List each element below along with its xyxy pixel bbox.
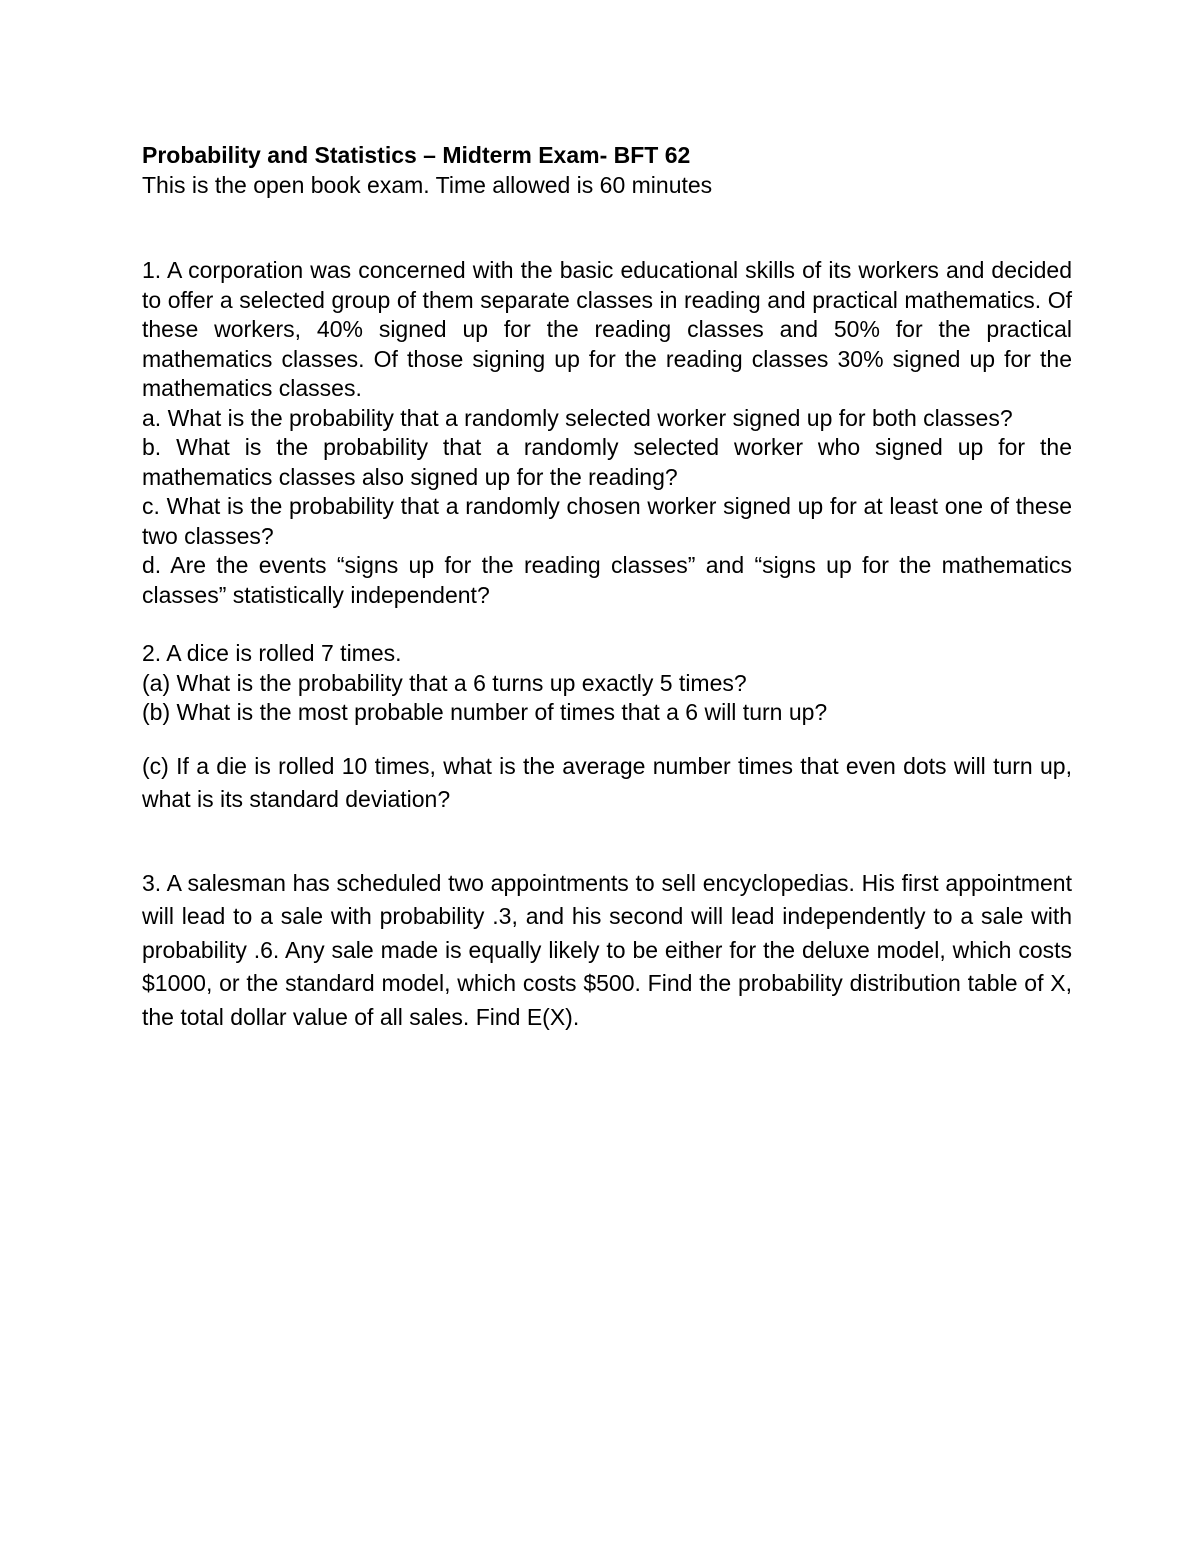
exam-page bbox=[142, 140, 1072, 1057]
question-2b: (b) What is the most probable number of times that a 6 will turn up? bbox=[142, 699, 828, 725]
question-1d: d. Are the events “signs up for the reading classes” and “signs up for the mathematics classes” statistically independent? bbox=[142, 552, 1072, 608]
exam-instructions: This is the open book exam. Time allowed is 60 minutes bbox=[142, 172, 713, 198]
question-1c: c. What is the probability that a randomly chosen worker signed up for at least one of these two classes? bbox=[142, 493, 1072, 549]
question-1b: b. What is the probability that a randomly selected worker who signed up for the mathematics classes also signed up for the reading? bbox=[142, 434, 1072, 490]
question-2-stem: 2. A dice is rolled 7 times. bbox=[142, 640, 402, 666]
question-1-stem: 1. A corporation was concerned with the basic educational skills of its workers and decided to offer a selected group of them separate classes in reading and practical mathematics. Of these workers, 40% signed up for the reading classes and 50% for the practical mathematics classes. Of those signing up for the reading classes 30% signed up for the mathematics classes. bbox=[142, 257, 1072, 401]
question-1 bbox=[142, 256, 1072, 610]
exam-title: Probability and Statistics – Midterm Exam- BFT 62 bbox=[142, 142, 691, 168]
question-3: 3. A salesman has scheduled two appointments to sell encyclopedias. His first appointment will lead to a sale with probability .3, and his second will lead independently to a sale with probability .6. Any sale made is equally likely to be either for the deluxe model, which costs $1000, or the standard model, which costs $500. Find the probability distribution table of X, the total dollar value of all sales. Find E(X). bbox=[142, 869, 1072, 1030]
question-1a: a. What is the probability that a randomly selected worker signed up for both classes? bbox=[142, 404, 1013, 431]
question-2 bbox=[142, 639, 1072, 728]
question-2c: (c) If a die is rolled 10 times, what is the average number times that even dots will turn up, what is its standard deviation? bbox=[142, 752, 1072, 812]
question-2a: (a) What is the probability that a 6 turns up exactly 5 times? bbox=[142, 669, 747, 696]
